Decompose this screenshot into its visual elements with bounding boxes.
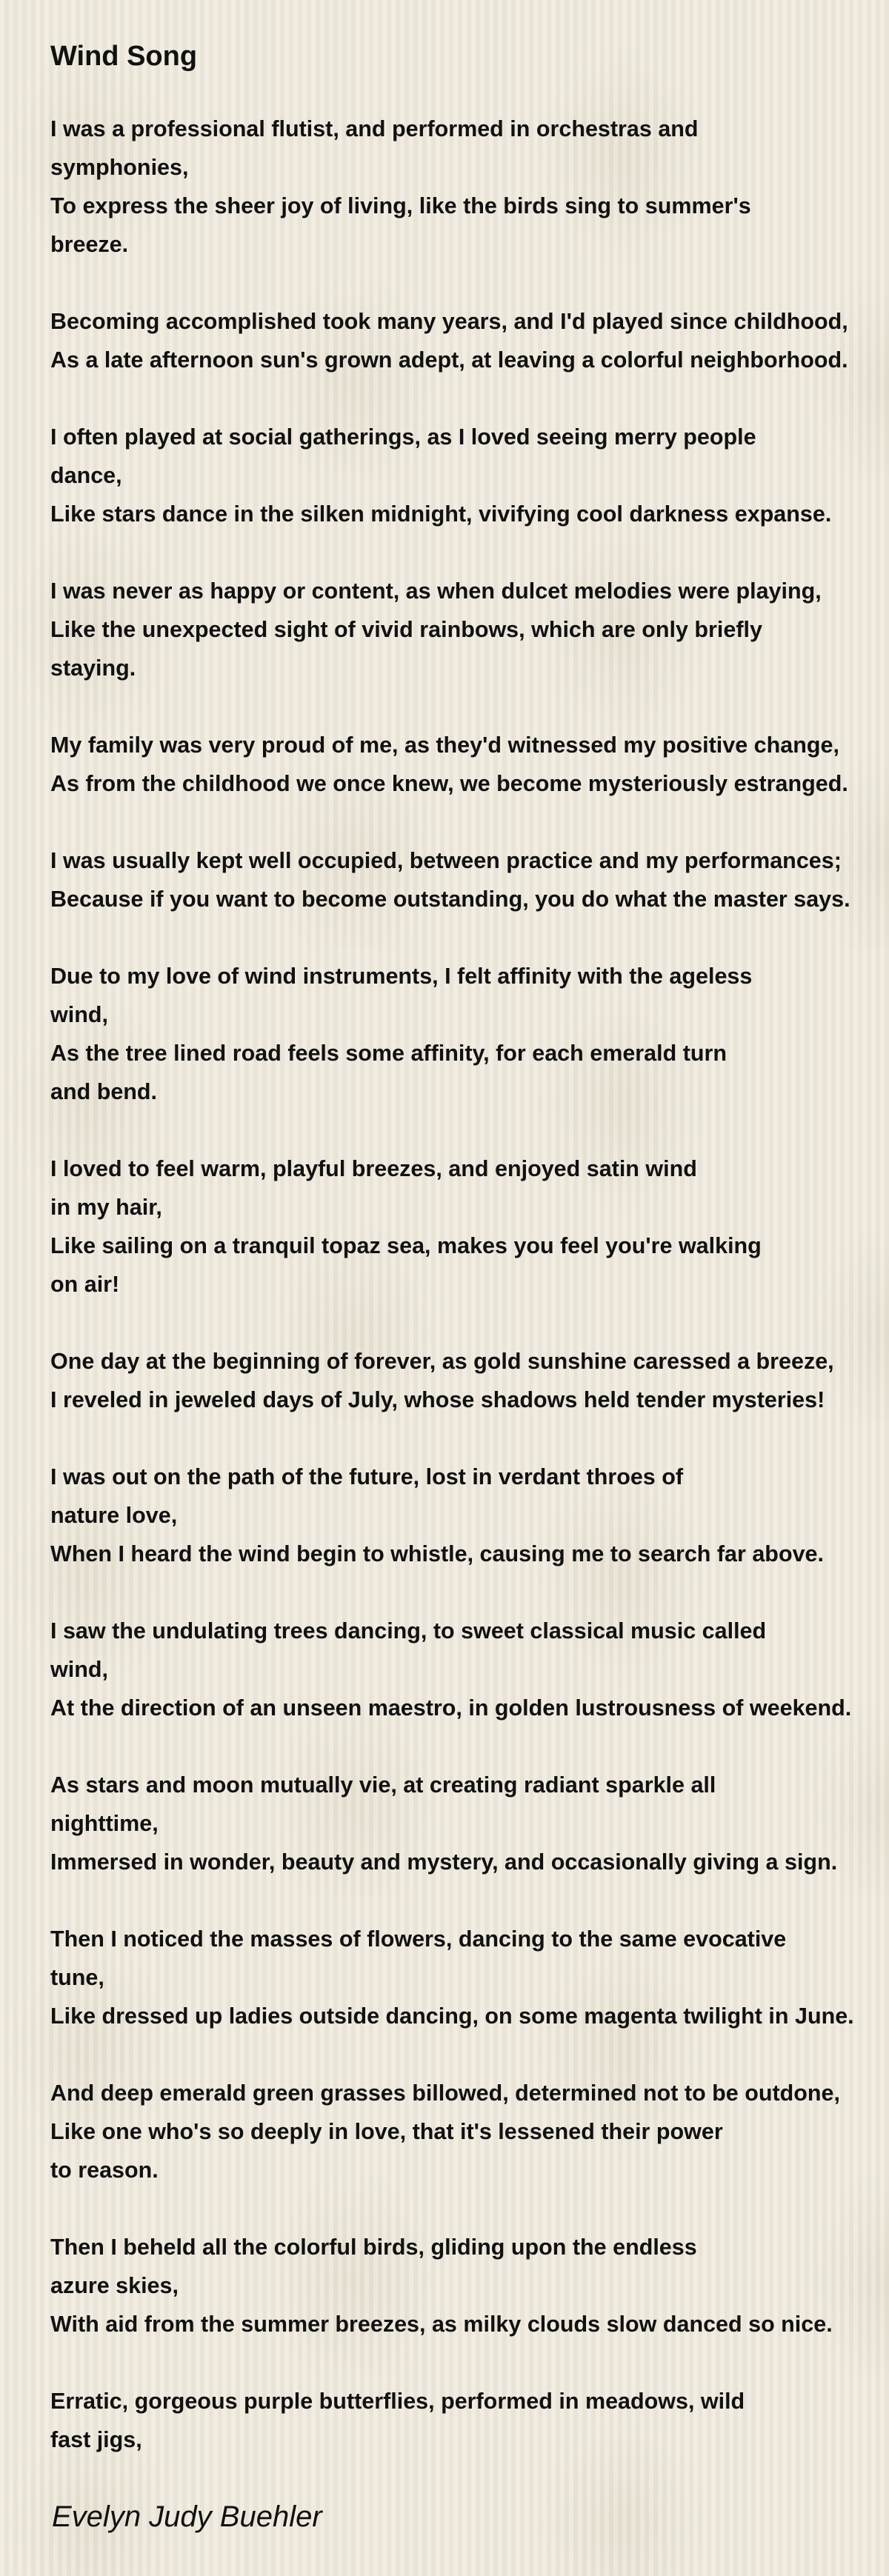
poem-line: I reveled in jeweled days of July, whose shadows held tender mysteries! — [50, 1387, 825, 1412]
stanza — [50, 841, 889, 918]
poem-line: staying. — [50, 655, 136, 681]
poem-line: One day at the beginning of forever, as gold sunshine caressed a breeze, — [50, 1349, 834, 1374]
poem-line: Erratic, gorgeous purple butterflies, performed in meadows, wild — [50, 2389, 745, 2414]
poem-line: azure skies, — [50, 2273, 179, 2298]
poem-line: I was usually kept well occupied, between practice and my performances; — [50, 848, 842, 873]
stanza — [50, 2382, 889, 2459]
poem-line: nature love, — [50, 1503, 178, 1528]
stanza — [50, 572, 889, 687]
stanza — [50, 957, 889, 1111]
poem-line: symphonies, — [50, 155, 189, 180]
poem-line: in my hair, — [50, 1195, 162, 1220]
poem-line: on air! — [50, 1272, 120, 1297]
poem-line: Like dressed up ladies outside dancing, on some magenta twilight in June. — [50, 2003, 854, 2029]
poem-line: fast jigs, — [50, 2427, 142, 2452]
poem-line: As the tree lined road feels some affinity, for each emerald turn — [50, 1041, 727, 1066]
poem-line: dance, — [50, 463, 122, 488]
poem-line: I often played at social gatherings, as I loved seeing merry people — [50, 424, 756, 450]
stanza — [50, 1342, 889, 1419]
poem-title: Wind Song — [50, 41, 198, 72]
poem-line: Then I beheld all the colorful birds, gliding upon the endless — [50, 2235, 697, 2260]
poem-line: As a late afternoon sun's grown adept, at leaving a colorful neighborhood. — [50, 347, 848, 373]
poem-line: I was a professional flutist, and performed in orchestras and — [50, 116, 699, 141]
poem-line: When I heard the wind begin to whistle, causing me to search far above. — [50, 1541, 824, 1566]
poem-line: nighttime, — [50, 1811, 159, 1836]
poem-line: Like the unexpected sight of vivid rainbows, which are only briefly — [50, 617, 762, 642]
poem-line: Then I noticed the masses of flowers, dancing to the same evocative — [50, 1926, 787, 1952]
poem-line: Like sailing on a tranquil topaz sea, makes you feel you're walking — [50, 1233, 762, 1258]
stanza — [50, 1766, 889, 1881]
poem-line: At the direction of an unseen maestro, in golden lustrousness of weekend. — [50, 1695, 852, 1721]
stanza — [50, 302, 889, 379]
stanza — [50, 418, 889, 533]
poem-line: And deep emerald green grasses billowed, determined not to be outdone, — [50, 2081, 840, 2106]
poem-line: My family was very proud of me, as they'd witnessed my positive change, — [50, 733, 839, 758]
poem-line: I was out on the path of the future, lost in verdant throes of — [50, 1464, 684, 1489]
poem-line: With aid from the summer breezes, as milky clouds slow danced so nice. — [50, 2312, 833, 2337]
poem-line: wind, — [50, 1657, 108, 1682]
poem-author: Evelyn Judy Buehler — [52, 2500, 322, 2533]
stanza — [50, 1920, 889, 2035]
poem-line: Immersed in wonder, beauty and mystery, and occasionally giving a sign. — [50, 1849, 838, 1875]
poem-line: wind, — [50, 1002, 108, 1027]
stanza — [50, 1612, 889, 1727]
poem-line: To express the sheer joy of living, like the birds sing to summer's — [50, 193, 751, 218]
poem-line: and bend. — [50, 1079, 158, 1104]
poem-line: I was never as happy or content, as when dulcet melodies were playing, — [50, 578, 822, 604]
stanza — [50, 110, 889, 264]
poem-page — [50, 0, 889, 2576]
stanza — [50, 1149, 889, 1304]
stanza — [50, 2228, 889, 2343]
poem-line: to reason. — [50, 2158, 159, 2183]
poem-line: Because if you want to become outstanding, you do what the master says. — [50, 887, 850, 912]
poem-line: As stars and moon mutually vie, at creating radiant sparkle all — [50, 1772, 716, 1798]
poem-line: breeze. — [50, 232, 129, 257]
poem-line: Like one who's so deeply in love, that it's lessened their power — [50, 2119, 723, 2144]
stanza — [50, 726, 889, 803]
poem-line: As from the childhood we once knew, we become mysteriously estranged. — [50, 771, 848, 796]
poem-line: I saw the undulating trees dancing, to sweet classical music called — [50, 1618, 767, 1644]
poem-line: Due to my love of wind instruments, I felt affinity with the ageless — [50, 964, 753, 989]
stanza — [50, 1458, 889, 1573]
poem-body — [50, 110, 889, 2497]
poem-line: I loved to feel warm, playful breezes, and enjoyed satin wind — [50, 1156, 697, 1181]
stanza — [50, 2074, 889, 2189]
poem-line: tune, — [50, 1965, 104, 1990]
poem-line: Like stars dance in the silken midnight, vivifying cool darkness expanse. — [50, 501, 832, 527]
poem-line: Becoming accomplished took many years, and I'd played since childhood, — [50, 309, 848, 334]
